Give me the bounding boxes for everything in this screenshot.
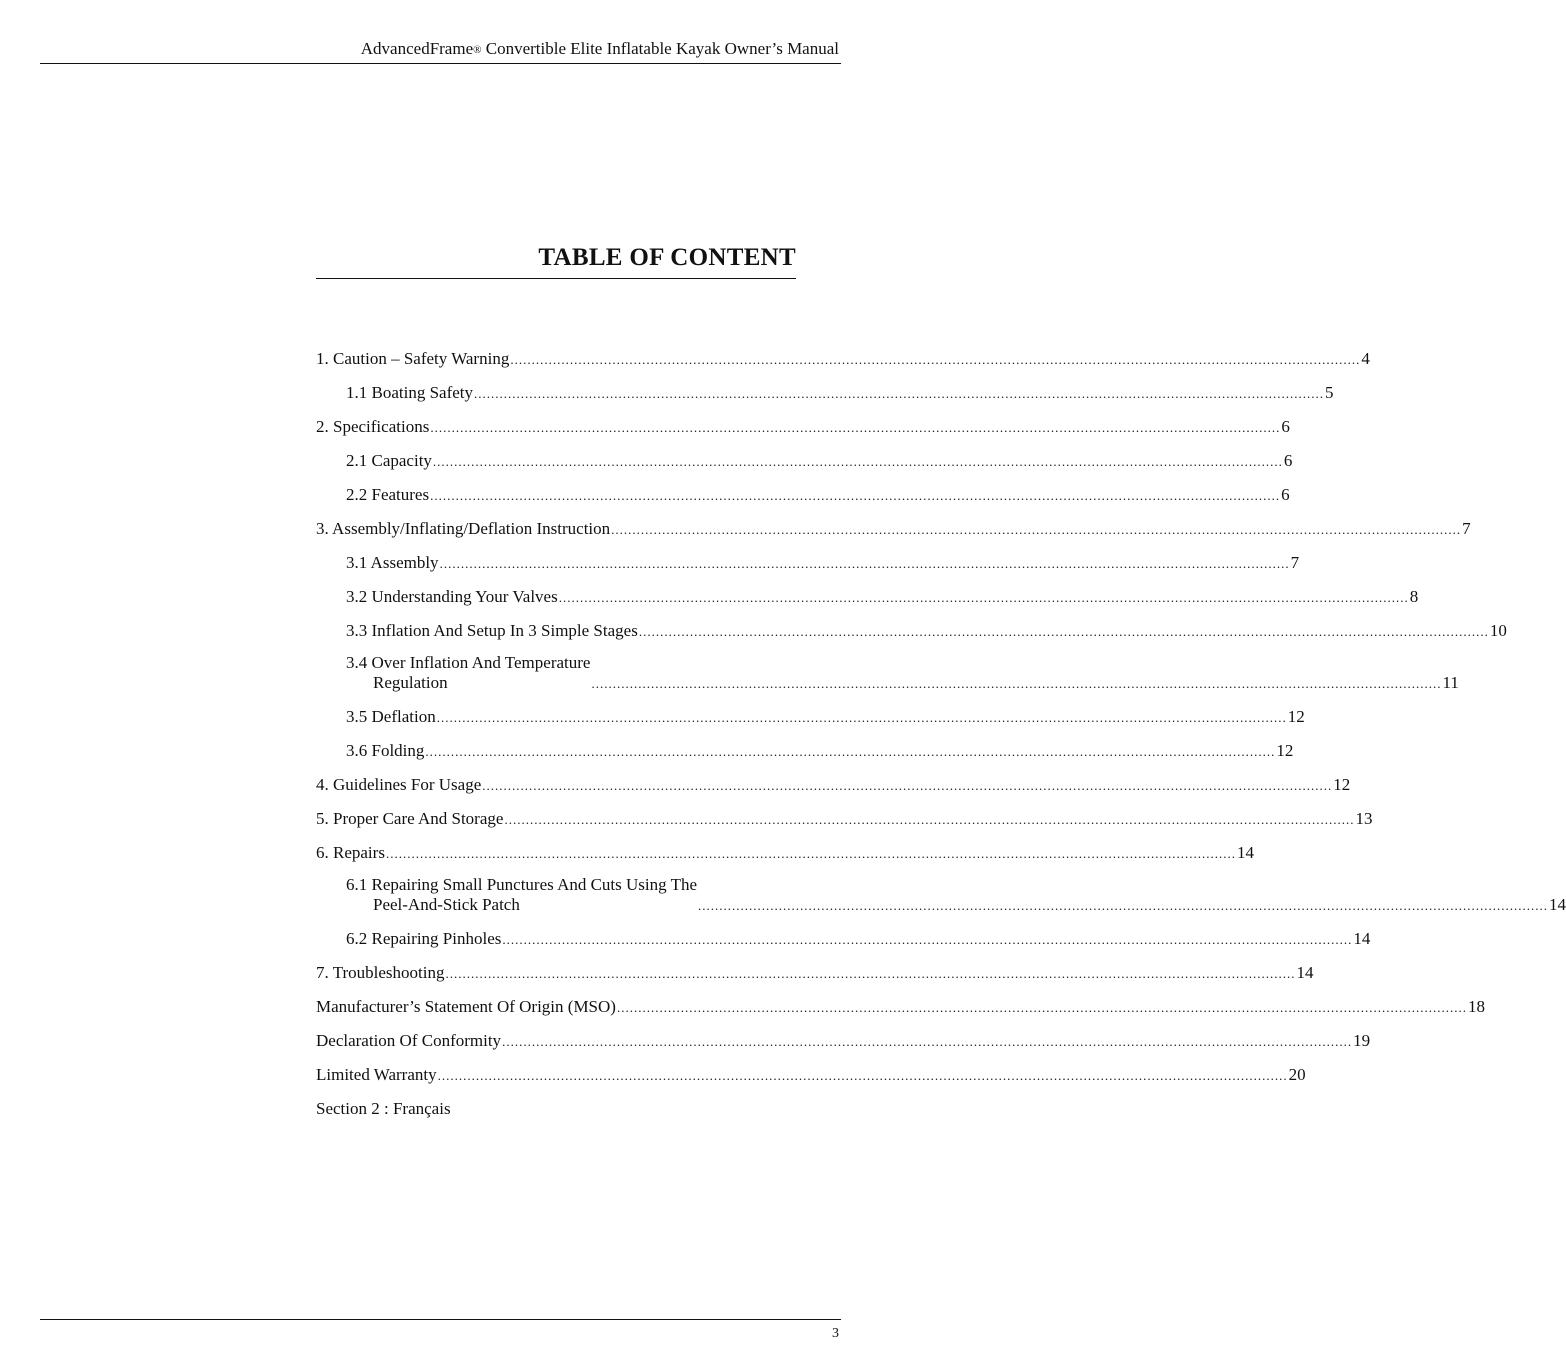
dot-leader: ........................................................................................................................................................................................................: [430, 488, 1281, 503]
toc-entry[interactable]: [316, 955, 1314, 989]
toc-entry-label: 5. Proper Care And Storage: [316, 809, 504, 828]
toc-entry-label: 2.1 Capacity: [346, 451, 432, 470]
toc-entry[interactable]: [316, 1057, 1306, 1091]
toc-entry-page: 13: [1355, 809, 1373, 828]
toc-entry[interactable]: [316, 921, 1371, 955]
toc-entry-label-group: [346, 653, 590, 693]
dot-leader: ........................................................................................................................................................................................................: [430, 420, 1281, 435]
toc-entry-page: 12: [1287, 707, 1305, 726]
toc-entry-label: Limited Warranty: [316, 1065, 437, 1084]
toc-entry-label-continued: Regulation: [373, 673, 448, 692]
toc-entry-page: 14: [1549, 895, 1566, 914]
dot-leader: ........................................................................................................................................................................................................: [439, 556, 1290, 571]
toc-entry[interactable]: [316, 733, 1294, 767]
footer-divider: [40, 1319, 841, 1320]
dot-leader: ........................................................................................................................................................................................................: [474, 386, 1325, 401]
toc-entry-page: 8: [1409, 587, 1419, 606]
dot-leader: ........................................................................................................................................................................................................: [611, 522, 1462, 537]
toc-entry-page: 6: [1283, 451, 1293, 470]
toc-entry[interactable]: [316, 409, 1290, 443]
toc-entry-label: 3. Assembly/Inflating/Deflation Instruction: [316, 519, 611, 538]
toc-entry-label: 3.1 Assembly: [346, 553, 439, 572]
toc-entry[interactable]: [316, 341, 1370, 375]
toc-entry-label: 3.2 Understanding Your Valves: [346, 587, 558, 606]
toc-entry-label: 3.4 Over Inflation And Temperature: [346, 653, 591, 672]
toc-entry[interactable]: [316, 375, 1334, 409]
toc-entry-label: 2.2 Features: [346, 485, 430, 504]
toc-entry-label: 1.1 Boating Safety: [346, 383, 474, 402]
toc-entry[interactable]: [316, 767, 1351, 801]
dot-leader: ........................................................................................................................................................................................................: [436, 710, 1287, 725]
toc-entry-label: 7. Troubleshooting: [316, 963, 445, 982]
toc-entry[interactable]: [316, 545, 1300, 579]
toc-entry-page: 14: [1353, 929, 1371, 948]
toc-entry[interactable]: [316, 989, 1485, 1023]
toc-entry-page: 20: [1288, 1065, 1306, 1084]
header-title: Convertible Elite Inflatable Kayak Owner’s Manual: [481, 39, 839, 58]
dot-leader: ........................................................................................................................................................................................................: [432, 454, 1283, 469]
toc-entry-page: 4: [1361, 349, 1370, 368]
toc-entry-page: 7: [1462, 519, 1471, 538]
toc-entry-page: 12: [1333, 775, 1351, 794]
toc-entry-page: 14: [1296, 963, 1314, 982]
toc-entry[interactable]: [316, 647, 1459, 699]
toc-list: [316, 341, 1566, 1125]
toc-entry[interactable]: [316, 443, 1293, 477]
dot-leader: ........................................................................................................................................................................................................: [502, 932, 1353, 947]
toc-entry-label: 2. Specifications: [316, 417, 430, 436]
toc-entry[interactable]: [316, 579, 1419, 613]
dot-leader: ........................................................................................................................................................................................................: [591, 676, 1442, 691]
toc-entry-label: 3.3 Inflation And Setup In 3 Simple Stages: [346, 621, 638, 640]
dot-leader: ........................................................................................................................................................................................................: [504, 812, 1355, 827]
toc-entry-label-continued: Peel-And-Stick Patch: [373, 895, 520, 914]
toc-entry[interactable]: [316, 477, 1290, 511]
page-number: 3: [832, 1326, 839, 1341]
toc-entry-page: 10: [1489, 621, 1507, 640]
toc-entry[interactable]: [316, 1091, 796, 1125]
header-divider: [40, 63, 841, 64]
toc-entry-label-group: [346, 875, 697, 915]
toc-entry-label: 6.2 Repairing Pinholes: [346, 929, 502, 948]
toc-entry-page: 5: [1325, 383, 1334, 402]
toc-entry-label: 4. Guidelines For Usage: [316, 775, 482, 794]
dot-leader: ........................................................................................................................................................................................................: [425, 744, 1276, 759]
toc-title-divider: [316, 278, 796, 279]
dot-leader: ........................................................................................................................................................................................................: [558, 590, 1409, 605]
toc-entry-page: 7: [1290, 553, 1300, 572]
dot-leader: ........................................................................................................................................................................................................: [385, 846, 1236, 861]
registered-mark: ®: [473, 44, 482, 56]
dot-leader: ........................................................................................................................................................................................................: [616, 1000, 1467, 1015]
toc-entry[interactable]: [316, 869, 1566, 921]
toc-entry-page: 11: [1442, 673, 1459, 692]
running-header: [361, 38, 839, 61]
toc-entry-label: 1. Caution – Safety Warning: [316, 349, 510, 368]
dot-leader: ........................................................................................................................................................................................................: [437, 1068, 1288, 1083]
dot-leader: ........................................................................................................................................................................................................: [445, 966, 1296, 981]
toc-entry-label: Section 2 : Français: [316, 1099, 451, 1118]
toc-entry[interactable]: [316, 511, 1471, 545]
toc-entry-page: 14: [1236, 843, 1254, 862]
toc-entry-label: 3.5 Deflation: [346, 707, 436, 726]
dot-leader: ........................................................................................................................................................................................................: [698, 898, 1549, 913]
toc-entry-label: 3.6 Folding: [346, 741, 425, 760]
toc-entry-page: 6: [1281, 485, 1290, 504]
toc-entry[interactable]: [316, 801, 1373, 835]
header-brand: AdvancedFrame: [360, 39, 474, 58]
toc-entry-page: 18: [1467, 997, 1485, 1016]
toc-entry[interactable]: [316, 835, 1254, 869]
dot-leader: ........................................................................................................................................................................................................: [482, 778, 1333, 793]
dot-leader: ........................................................................................................................................................................................................: [502, 1034, 1353, 1049]
toc-entry[interactable]: [316, 613, 1507, 647]
toc-entry-page: 6: [1281, 417, 1290, 436]
toc-entry-page: 19: [1353, 1031, 1371, 1050]
dot-leader: ........................................................................................................................................................................................................: [638, 624, 1489, 639]
toc-entry-page: 12: [1276, 741, 1294, 760]
dot-leader: ........................................................................................................................................................................................................: [510, 352, 1361, 367]
toc-title: TABLE OF CONTENT: [538, 244, 796, 271]
toc-entry-label: Manufacturer’s Statement Of Origin (MSO): [316, 997, 616, 1016]
toc-entry-label: Declaration Of Conformity: [316, 1031, 502, 1050]
toc-entry[interactable]: [316, 699, 1305, 733]
toc-entry-label: 6. Repairs: [316, 843, 385, 862]
toc-entry-label: 6.1 Repairing Small Punctures And Cuts Using The: [346, 875, 698, 894]
toc-entry[interactable]: [316, 1023, 1371, 1057]
